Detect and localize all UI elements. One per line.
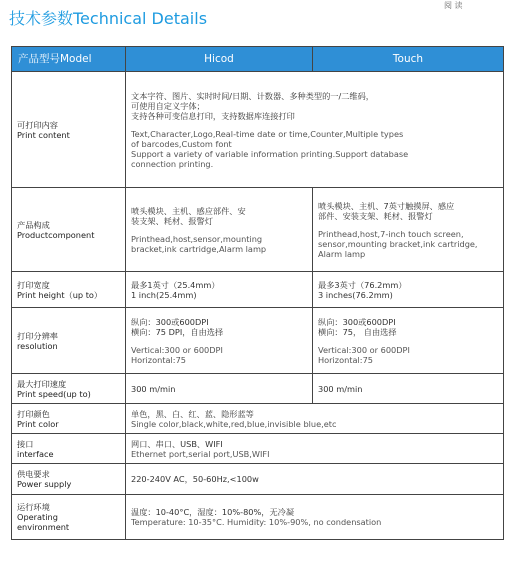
value-cn: 横向：75 DPI，自由选择 [131, 326, 224, 337]
value-en: Vertical:300 or 600DPI [318, 344, 410, 355]
value-cn: 装支架、耗材、报警灯 [131, 215, 213, 226]
header-row [12, 47, 504, 72]
label-cn: 打印宽度 [17, 279, 50, 290]
value-speed-hicod: 300 m/min [126, 374, 313, 404]
value-cn: 文本字符、图片、实时时间/日期、计数器、多种类型的一/二维码， [131, 90, 374, 101]
value-en: bracket,ink cartridge,Alarm lamp [131, 243, 267, 254]
page-title: 技术参数Technical Details [9, 9, 208, 28]
label-cn: 运行环境 [17, 502, 50, 512]
row-power [12, 464, 504, 495]
label-cn: 接口 [17, 438, 34, 449]
label-composition [12, 188, 126, 272]
value-cn: 横向：75， 自由选择 [318, 326, 397, 337]
label-en: Print color [17, 418, 59, 429]
label-cn: 打印颜色 [17, 408, 50, 419]
row-print-width [12, 272, 504, 308]
value-width-hicod [126, 272, 313, 308]
value-composition-touch [313, 188, 504, 272]
value-en: 1 inch(25.4mm) [131, 289, 197, 300]
label-cn: 供电要求 [17, 469, 50, 479]
corner-mark: 阅 读 [444, 1, 463, 10]
row-print-content [12, 72, 504, 188]
label-en: resolution [17, 340, 58, 351]
label-cn: 可打印内容 [17, 119, 58, 130]
value-color [126, 404, 504, 434]
value-environment [126, 495, 504, 540]
label-interface [12, 434, 126, 464]
value-cn: 最多1英寸（25.4mm） [131, 279, 220, 290]
label-power [12, 464, 126, 495]
label-print-content [12, 72, 126, 188]
value-en: Printhead,host,7-inch touch screen, [318, 228, 464, 239]
value-cn: 纵向：300或600DPI [131, 316, 209, 327]
label-cn: 最大打印速度 [17, 378, 67, 389]
header-model: 产品型号Model [12, 47, 126, 72]
value-en: Vertical:300 or 600DPI [131, 344, 223, 355]
value-cn: 喷头模块、主机、7英寸触摸屏、感应 [318, 200, 455, 211]
spec-table [11, 46, 504, 540]
value-composition-hicod [126, 188, 313, 272]
value-cn: 纵向：300或600DPI [318, 316, 396, 327]
value-interface [126, 434, 504, 464]
value-cn: 温度：10-40°C，湿度：10%-80%，无冷凝 [131, 507, 295, 517]
label-en: Print content [17, 129, 70, 140]
value-cn: 支持各种可变信息打印，支持数据库连接打印 [131, 110, 295, 121]
value-en: Temperature: 10-35°C. Humidity: 10%-90%, no condensation [131, 517, 382, 527]
label-print-width [12, 272, 126, 308]
value-cn: 最多3英寸（76.2mm） [318, 279, 407, 290]
value-power: 220-240V AC，50-60Hz,<100w [126, 464, 504, 495]
value-cn: 网口、串口、USB、WIFI [131, 438, 223, 449]
label-en: Productcomponent [17, 229, 95, 240]
value-en: connection printing. [131, 158, 214, 169]
value-cn: 部件、安装支架、耗材、报警灯 [318, 210, 433, 221]
value-en: Support a variety of variable information printing.Support database [131, 148, 409, 159]
value-cn: 可使用自定义字体； [131, 100, 205, 111]
label-resolution [12, 308, 126, 374]
label-en: Operating [17, 512, 58, 522]
value-en: 3 inches(76.2mm) [318, 289, 393, 300]
label-color [12, 404, 126, 434]
value-en: Text,Character,Logo,Real-time date or time,Counter,Multiple types [131, 128, 404, 139]
label-en: Print speed(up to) [17, 388, 91, 399]
row-color [12, 404, 504, 434]
value-speed-touch: 300 m/min [313, 374, 504, 404]
value-cn: 喷头模块、主机、感应部件、安 [131, 205, 246, 216]
label-en: Print height（up to） [17, 289, 103, 300]
value-width-touch [313, 272, 504, 308]
value-cn: 单色，黑、白、红、蓝、隐形蓝等 [131, 408, 254, 419]
value-print-content [126, 72, 504, 188]
value-resolution-hicod [126, 308, 313, 374]
label-cn: 产品构成 [17, 219, 50, 230]
value-en: Horizontal:75 [131, 354, 186, 365]
label-cn: 打印分辨率 [17, 330, 58, 341]
row-resolution [12, 308, 504, 374]
value-en: of barcodes,Custom font [131, 138, 232, 149]
row-interface [12, 434, 504, 464]
value-en: Horizontal:75 [318, 354, 373, 365]
label-speed [12, 374, 126, 404]
label-en: interface [17, 448, 54, 459]
value-en: sensor,mounting bracket,ink cartridge, [318, 238, 478, 249]
label-environment [12, 495, 126, 540]
label-en: environment [17, 522, 70, 532]
value-en: Ethernet port,serial port,USB,WIFI [131, 448, 270, 459]
label-en: Power supply [17, 479, 72, 489]
header-hicod: Hicod [126, 47, 313, 72]
value-en: Alarm lamp [318, 248, 366, 259]
value-en: Single color,black,white,red,blue,invisible blue,etc [131, 418, 337, 429]
row-speed [12, 374, 504, 404]
row-environment [12, 495, 504, 540]
row-composition [12, 188, 504, 272]
value-en: Printhead,host,sensor,mounting [131, 233, 263, 244]
header-touch: Touch [313, 47, 504, 72]
value-resolution-touch [313, 308, 504, 374]
